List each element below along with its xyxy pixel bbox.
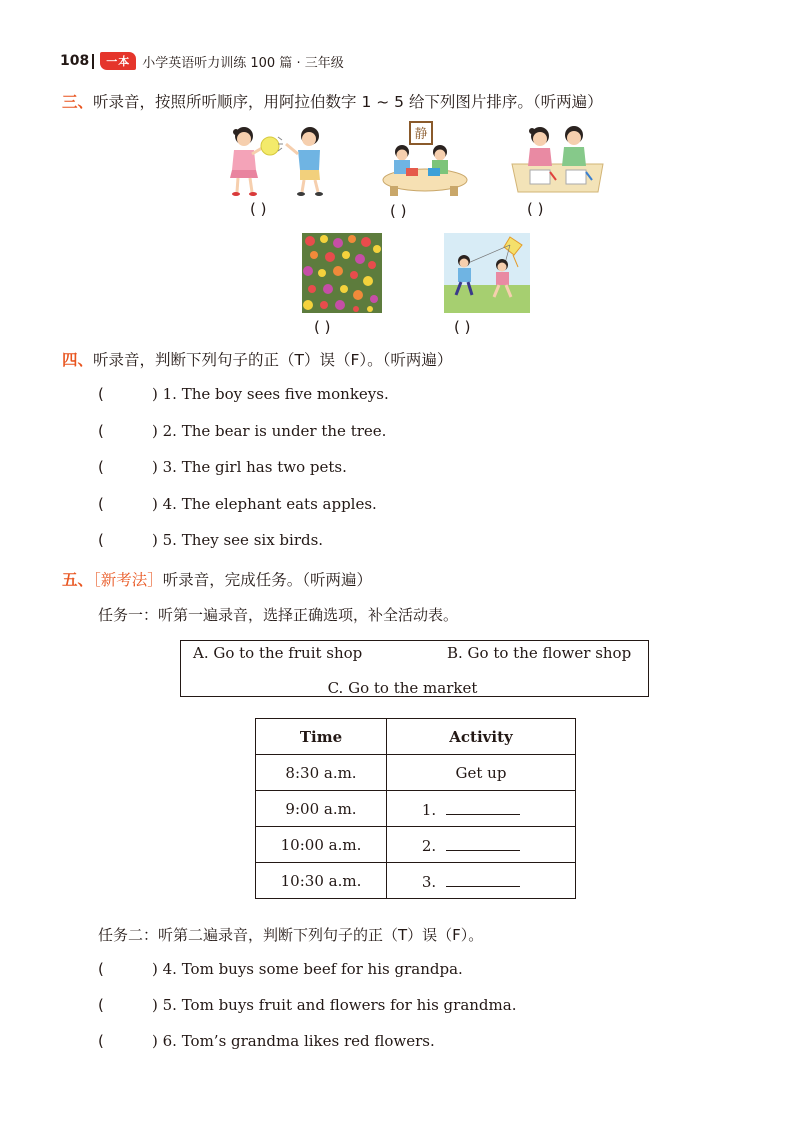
book-title: 小学英语听力训练 100 篇 · 三年级 — [142, 55, 344, 71]
task-1-instruction: 任务一：听第一遍录音，选择正确选项，补全活动表。 — [98, 606, 459, 624]
tf-item-3: ( ) 3. The girl has two pets. — [98, 458, 347, 476]
new-method-tag: ［新考法］ — [93, 571, 163, 589]
tf-item-6: ( ) 4. Tom buys some beef for his grandpa. — [98, 960, 463, 978]
tf-item-7: ( ) 5. Tom buys fruit and flowers for his grandma. — [98, 996, 517, 1014]
table-header-time: Time — [256, 719, 387, 755]
answer-blank[interactable]: ( — [98, 458, 104, 476]
time-cell: 10:00 a.m. — [256, 827, 387, 863]
order-blank-2[interactable]: ( ) — [390, 202, 407, 220]
option-c-row — [181, 679, 648, 697]
option-c: C. Go to the market — [327, 679, 478, 697]
options-box — [180, 640, 649, 697]
order-blank-3[interactable]: ( ) — [527, 200, 544, 218]
answer-blank[interactable]: ( — [98, 960, 104, 978]
task-2-instruction: 任务二：听第二遍录音，判断下列句子的正（T）误（F）。 — [98, 926, 484, 944]
tf-item-4: ( ) 4. The elephant eats apples. — [98, 495, 377, 513]
answer-blank[interactable]: ( — [98, 385, 104, 403]
tf-item-1: ( ) 1. The boy sees five monkeys. — [98, 385, 389, 403]
answer-blank[interactable]: ( — [98, 996, 104, 1014]
time-cell: 8:30 a.m. — [256, 755, 387, 791]
time-cell: 9:00 a.m. — [256, 791, 387, 827]
section-number: 五、 — [62, 571, 94, 589]
order-blank-5[interactable]: ( ) — [454, 318, 471, 336]
table-header-activity: Activity — [387, 719, 576, 755]
activity-cell: Get up — [387, 755, 576, 791]
tf-item-8: ( ) 6. Tom’s grandma likes red flowers. — [98, 1032, 435, 1050]
table-row — [256, 863, 576, 899]
section-instruction: 听录音，判断下列句子的正（T）误（F）。（听两遍） — [93, 351, 453, 369]
section-3-heading — [62, 90, 603, 112]
option-a: A. Go to the fruit shop — [193, 644, 363, 662]
time-cell: 10:30 a.m. — [256, 863, 387, 899]
page-number: 108 — [60, 53, 90, 69]
table-row — [256, 755, 576, 791]
sign-character: 静 — [414, 127, 428, 142]
section-instruction: 听录音，按照所听顺序，用阿拉伯数字 1 ~ 5 给下列图片排序。（听两遍） — [93, 93, 603, 111]
activity-cell: 2. — [387, 827, 576, 863]
section-number: 三、 — [62, 93, 94, 111]
answer-line[interactable] — [446, 835, 520, 851]
brand-logo: 一本 — [100, 52, 136, 70]
flying-kite-picture — [444, 233, 530, 313]
option-b: B. Go to the flower shop — [447, 644, 632, 662]
activity-cell: 3. — [387, 863, 576, 899]
answer-line[interactable] — [446, 799, 520, 815]
answer-blank[interactable]: ( — [98, 495, 104, 513]
table-header-row — [256, 719, 576, 755]
children-ball-picture — [222, 120, 332, 202]
activity-cell: 1. — [387, 791, 576, 827]
section-number: 四、 — [62, 351, 94, 369]
order-blank-1[interactable]: ( ) — [250, 200, 267, 218]
tf-item-2: ( ) 2. The bear is under the tree. — [98, 422, 387, 440]
page-header — [60, 50, 344, 72]
answer-line[interactable] — [446, 871, 520, 887]
children-drawing-picture — [510, 122, 605, 194]
section-5-heading — [62, 568, 372, 590]
answer-blank[interactable]: ( — [98, 422, 104, 440]
tf-item-5: ( ) 5. They see six birds. — [98, 531, 324, 549]
order-blank-4[interactable]: ( ) — [314, 318, 331, 336]
library-quiet-picture — [380, 120, 470, 200]
answer-blank[interactable]: ( — [98, 1032, 104, 1050]
section-instruction: 听录音，完成任务。（听两遍） — [162, 571, 373, 589]
table-row — [256, 827, 576, 863]
flower-field-picture — [302, 233, 382, 313]
divider — [92, 54, 94, 69]
section-4-heading — [62, 348, 452, 370]
table-row — [256, 791, 576, 827]
activity-table — [255, 718, 576, 899]
answer-blank[interactable]: ( — [98, 531, 104, 549]
